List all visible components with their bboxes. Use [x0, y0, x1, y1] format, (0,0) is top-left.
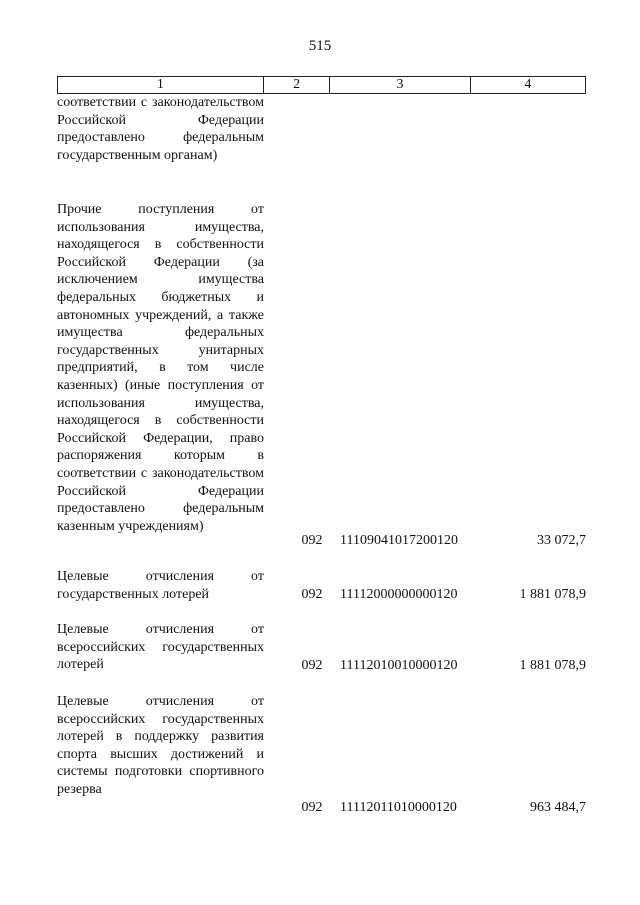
column-header-2: 2 — [263, 77, 330, 94]
row-description: Целевые отчисления от всероссийских государственных лотерей в поддержку развития спорта высших достижений и системы подготовки спортивного резерва — [57, 694, 264, 797]
row-kbk: 11112010010000120 — [340, 658, 458, 673]
page-number: 515 — [308, 38, 332, 54]
row-amount: 1 881 078,9 — [519, 658, 586, 673]
row-kbk: 11112011010000120 — [340, 800, 457, 815]
row-code: 092 — [301, 533, 323, 548]
row-description: соответствии с законодательством Российской Федерации предоставлено федеральным государственным органам) — [57, 95, 264, 163]
row-amount: 963 484,7 — [530, 800, 586, 815]
row-code: 092 — [301, 587, 323, 602]
row-description: Прочие поступления от использования имущества, находящегося в собственности Российской Федерации (за исключением имущества федеральных бюджетных и автономных учреждений, а также имущества федеральных государственных унитарных предприятий, в том числе казенных) (иные поступления от использования имущества, находящегося в собственности Российской Федерации, право распоряжения которым в соответствии с законодательством Российской Федерации предоставлено федеральным казенным учреждениям) — [57, 202, 264, 534]
row-amount: 1 881 078,9 — [519, 587, 586, 602]
row-code: 092 — [301, 658, 323, 673]
column-header-1: 1 — [58, 77, 264, 94]
column-header-row — [57, 76, 586, 94]
column-header-4: 4 — [470, 77, 585, 94]
row-amount: 33 072,7 — [537, 533, 586, 548]
row-kbk: 11112000000000120 — [340, 587, 458, 602]
row-kbk: 11109041017200120 — [340, 533, 458, 548]
row-description: Целевые отчисления от всероссийских государственных лотерей — [57, 622, 264, 673]
row-description: Целевые отчисления от государственных лотерей — [57, 569, 264, 602]
column-header-3: 3 — [330, 77, 470, 94]
row-code: 092 — [301, 800, 323, 815]
